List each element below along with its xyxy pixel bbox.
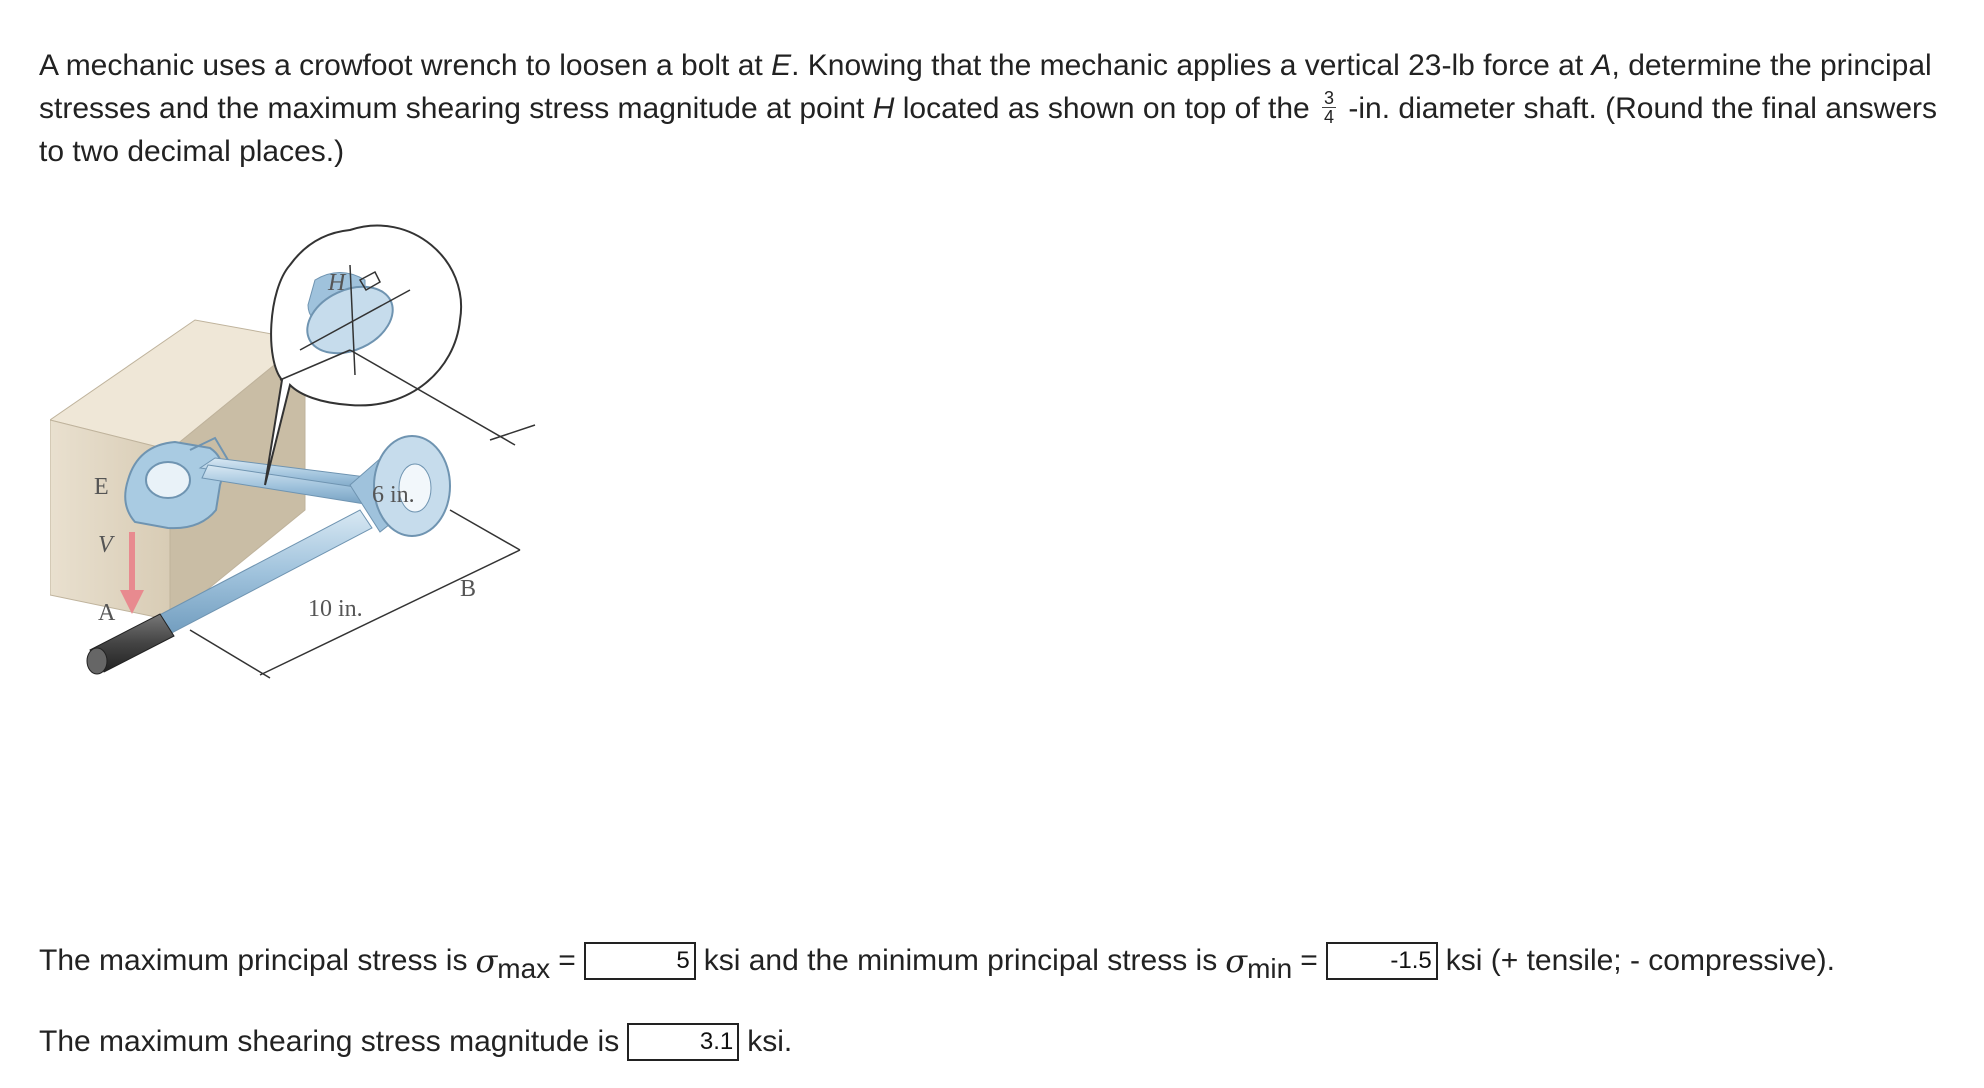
label-e: E: [94, 474, 109, 500]
var-e: E: [771, 49, 792, 82]
sigma-min-symbol: σ: [1225, 942, 1248, 980]
fraction-denominator: 4: [1324, 106, 1335, 127]
shear-prefix: The maximum shearing stress magnitude is: [39, 1025, 620, 1058]
sigma-max-symbol: σ: [475, 942, 498, 980]
var-a: A: [1591, 49, 1612, 82]
problem-text-2: . Knowing that the mechanic applies a vertical 23-lb force at: [791, 49, 1592, 82]
problem-text-1: A mechanic uses a crowfoot wrench to loosen a bolt at: [39, 49, 772, 82]
label-10in: 10 in.: [308, 596, 363, 622]
max-shear-input[interactable]: 3.1: [627, 1023, 739, 1061]
problem-text-4: located as shown on top of the: [894, 92, 1319, 125]
sigma-max-sub: max: [497, 953, 551, 984]
label-a: A: [98, 600, 116, 626]
equals-sign-max: =: [558, 944, 576, 977]
max-principal-input[interactable]: 5: [584, 942, 696, 980]
min-principal-input[interactable]: -1.5: [1326, 942, 1438, 980]
equals-sign-min: =: [1300, 944, 1318, 977]
max-prefix: The maximum principal stress is: [39, 944, 468, 977]
problem-text-5: -in. diameter shaft. (Round the final answers to two decimal places.): [39, 92, 1937, 168]
problem-statement: [39, 44, 1939, 173]
problem-text-3: , determine the principal stresses and the maximum shearing stress magnitude at point: [39, 49, 1932, 125]
label-b: B: [460, 576, 477, 602]
shear-suffix: ksi.: [747, 1025, 793, 1058]
min-suffix-text: ksi (+ tensile; - compressive).: [1445, 944, 1836, 977]
sigma-min-sub: min: [1247, 953, 1293, 984]
principal-stress-line: [39, 942, 1836, 984]
wrench-figure: [50, 210, 690, 890]
diameter-fraction: [1322, 89, 1336, 126]
wrench-diagram: [50, 210, 690, 890]
fraction-numerator: 3: [1324, 87, 1335, 108]
label-h: H: [328, 270, 346, 296]
var-h: H: [872, 92, 895, 125]
max-mid-text: ksi and the minimum principal stress is: [703, 944, 1218, 977]
shear-stress-line: [39, 1023, 792, 1061]
label-v: V: [98, 532, 113, 558]
label-6in: 6 in.: [372, 482, 415, 508]
